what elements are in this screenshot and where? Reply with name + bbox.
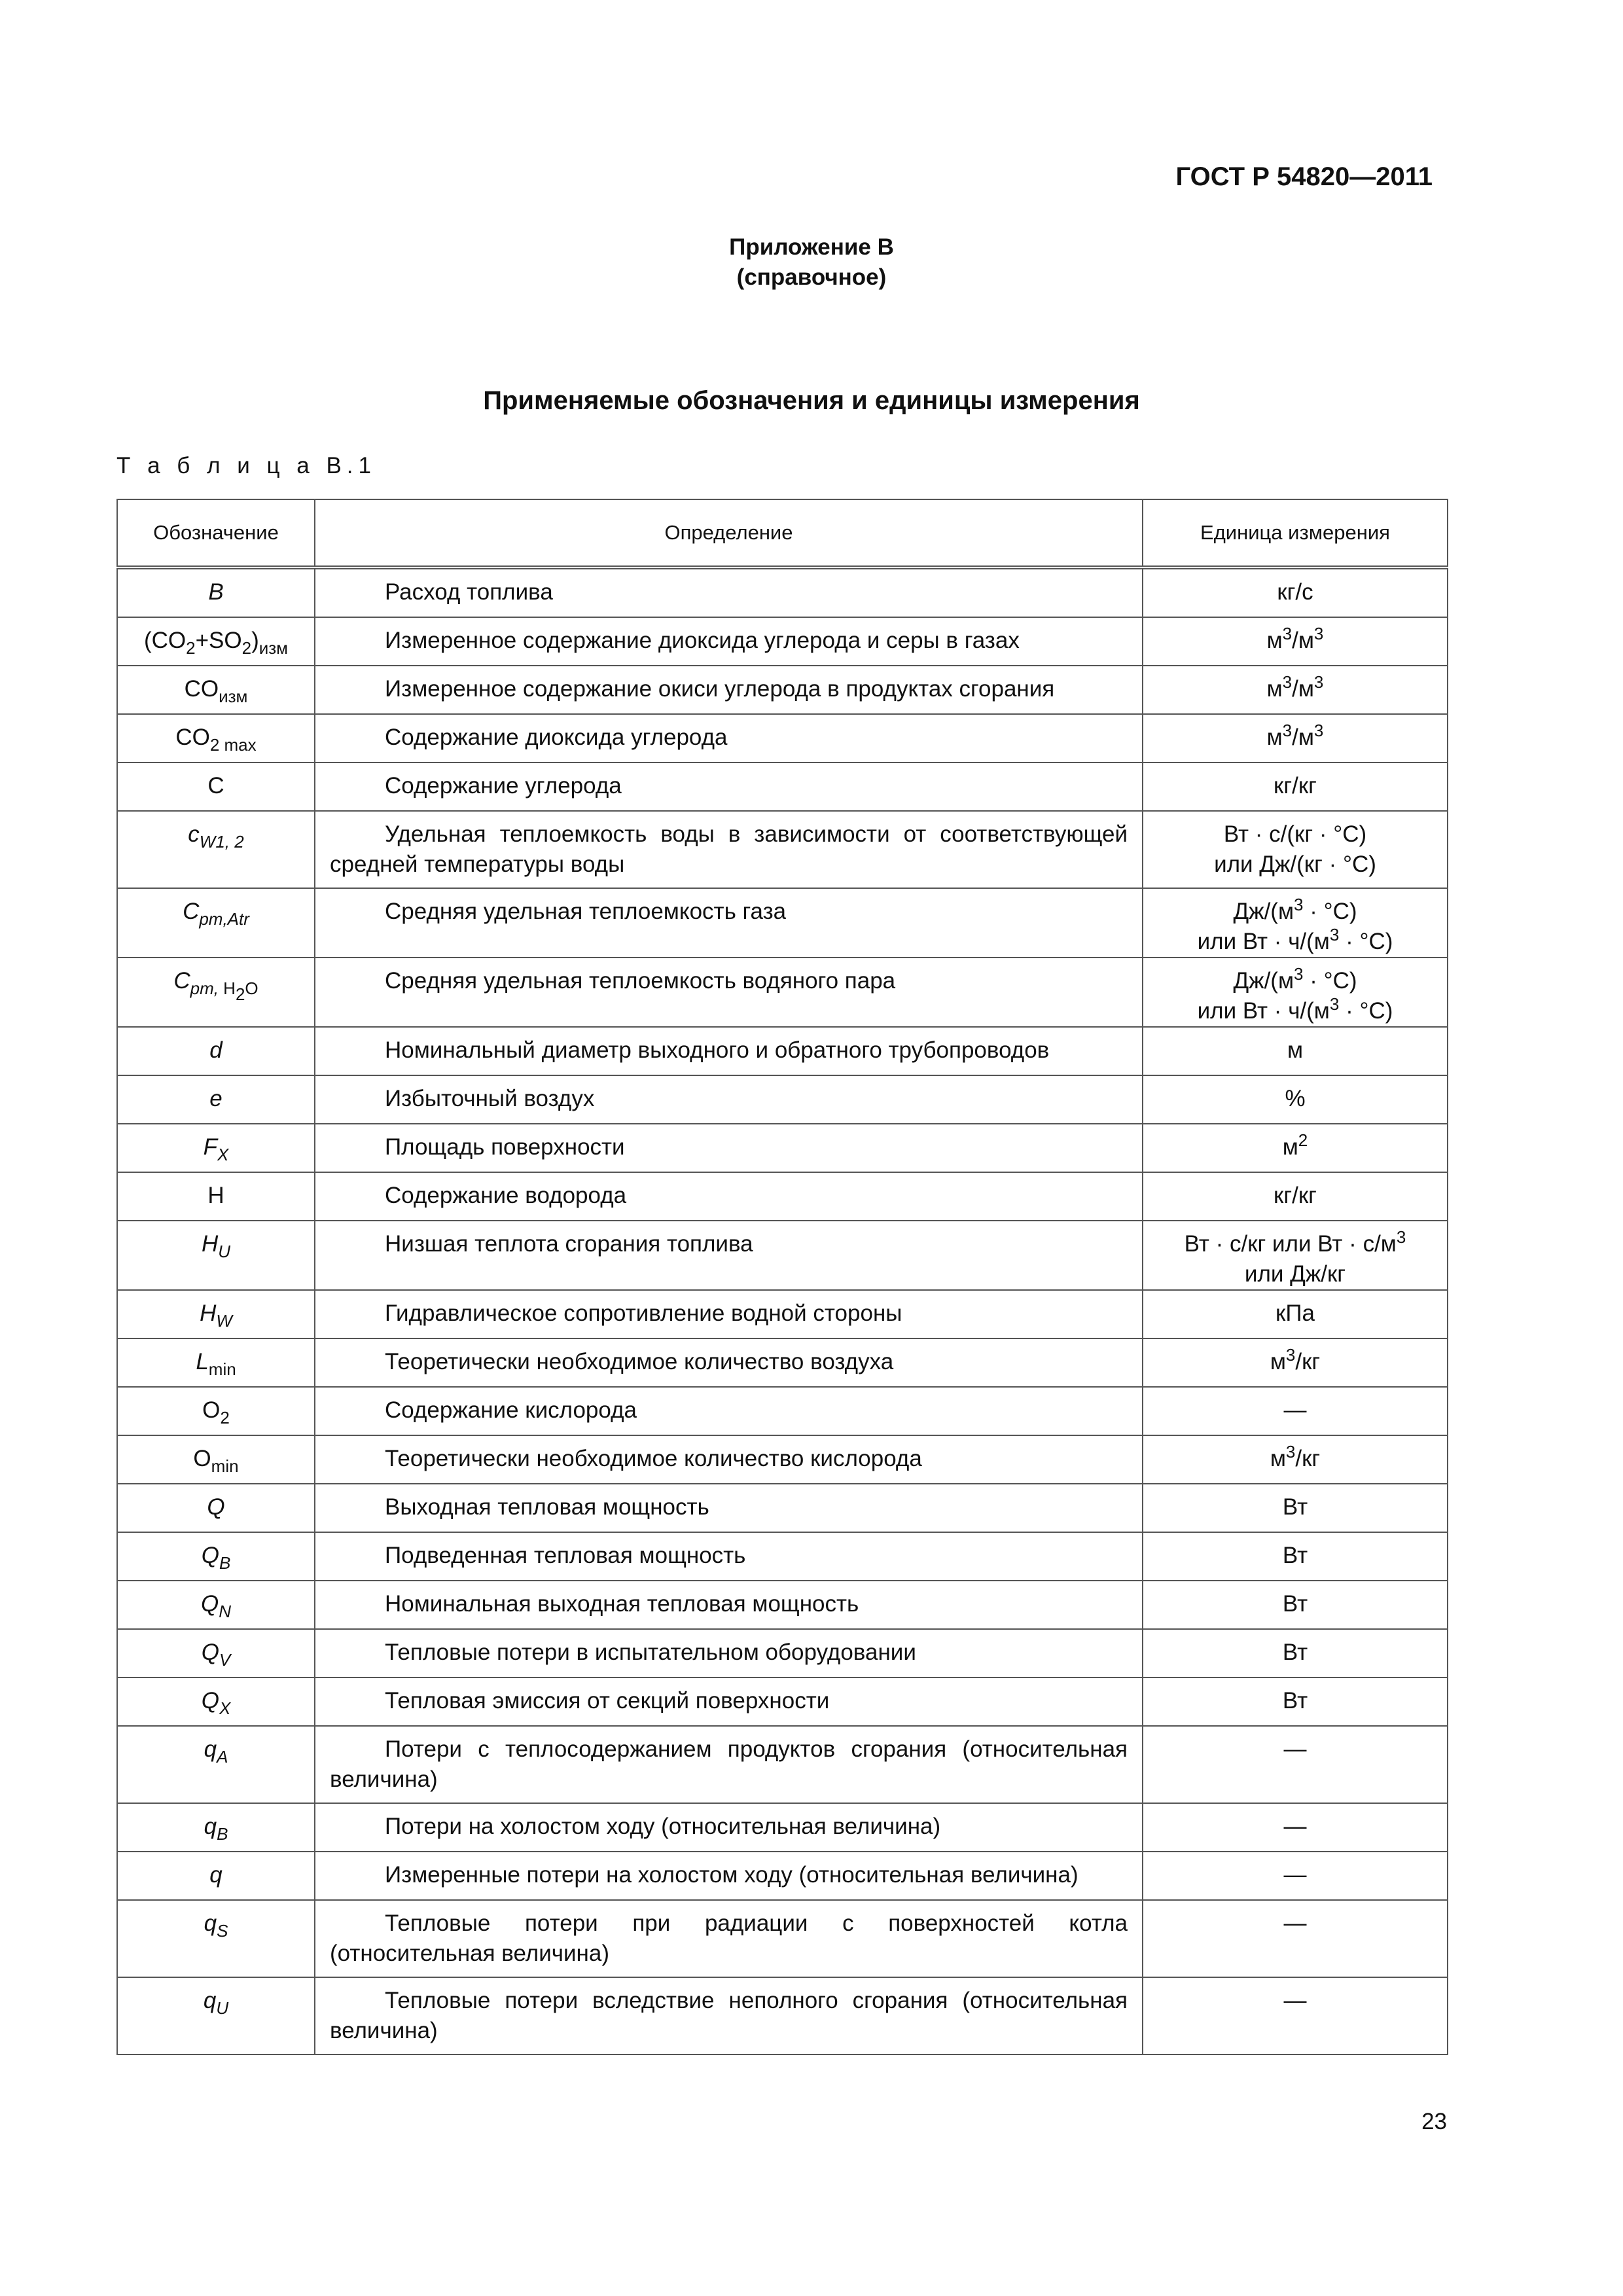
definition-cell: Тепловая эмиссия от секций поверхности [315,1677,1143,1726]
definition-cell: Потери с теплосодержанием продуктов сгорания (относительная величина) [315,1726,1143,1803]
unit-cell: Вт [1143,1484,1448,1532]
symbol-cell: $q_S$ [117,1900,315,1977]
designations-table [116,499,1448,2055]
table-row [117,1124,1448,1172]
unit-cell: кг/кг [1143,1172,1448,1221]
definition-cell: Площадь поверхности [315,1124,1143,1172]
definition-cell: Избыточный воздух [315,1075,1143,1124]
table-row [117,1027,1448,1075]
definition-cell: Низшая теплота сгорания топлива [315,1221,1143,1290]
symbol-cell: H [117,1172,315,1221]
symbol-cell: $Q_X$ [117,1677,315,1726]
table-row [117,617,1448,666]
symbol-cell: C [117,762,315,811]
definition-cell: Номинальная выходная тепловая мощность [315,1581,1143,1629]
table-row [117,1172,1448,1221]
definition-cell: Тепловые потери вследствие неполного сгорания (относительная величина) [315,1977,1143,2054]
definition-cell: Теоретически необходимое количество кислорода [315,1435,1143,1484]
unit-cell: — [1143,1900,1448,1977]
unit-cell: % [1143,1075,1448,1124]
table-row [117,1852,1448,1900]
table-caption: Т а б л и ц а В.1 [116,453,376,478]
definition-cell: Удельная теплоемкость воды в зависимости от соответствующей средней температуры воды [315,811,1143,888]
symbol-cell: $Q_N$ [117,1581,315,1629]
definition-cell: Средняя удельная теплоемкость газа [315,888,1143,958]
table-row [117,888,1448,958]
symbol-cell: $q_U$ [117,1977,315,2054]
definition-cell: Измеренное содержание окиси углерода в продуктах сгорания [315,666,1143,714]
unit-cell: $м^2$ [1143,1124,1448,1172]
unit-cell: $м^3/м^3$ [1143,714,1448,762]
table-row [117,1338,1448,1387]
annex-heading [0,232,1623,293]
definition-cell: Тепловые потери при радиации с поверхностей котла (относительная величина) [315,1900,1143,1977]
unit-cell: кПа [1143,1290,1448,1338]
table-row [117,1484,1448,1532]
symbol-cell: $F_X$ [117,1124,315,1172]
unit-cell: Вт [1143,1629,1448,1677]
symbol-cell: $q_B$ [117,1803,315,1852]
page-number: 23 [1421,2109,1447,2134]
table-row [117,1677,1448,1726]
table-row [117,714,1448,762]
symbol-cell: $O_2$ [117,1387,315,1435]
definition-cell: Содержание кислорода [315,1387,1143,1435]
definition-cell: Содержание водорода [315,1172,1143,1221]
definition-cell: Содержание углерода [315,762,1143,811]
unit-cell: $м^3/м^3$ [1143,666,1448,714]
table-row [117,666,1448,714]
definition-cell: Измеренные потери на холостом ходу (относительная величина) [315,1852,1143,1900]
symbol-cell: $c_{W1, 2}$ [117,811,315,888]
table-row [117,1900,1448,1977]
unit-cell: кг/с [1143,567,1448,617]
symbol-cell: $(CO_2+SO_2)_{изм}$ [117,617,315,666]
unit-cell: — [1143,1977,1448,2054]
unit-cell: $Дж/(м^3 \cdot ^\circ С)$ или Вт · $ч/(м^3 \cdot ^\circ С)$ [1143,888,1448,958]
definition-cell: Средняя удельная теплоемкость водяного пара [315,958,1143,1027]
unit-cell: $Дж/(м^3 \cdot ^\circ С)$ или Вт · $ч/(м^3 \cdot ^\circ С)$ [1143,958,1448,1027]
table-row [117,762,1448,811]
column-header-symbol: Обозначение [117,499,315,567]
table-row [117,958,1448,1027]
symbol-cell: $H_W$ [117,1290,315,1338]
symbol-cell: $CO_{изм}$ [117,666,315,714]
definition-cell: Теоретически необходимое количество воздуха [315,1338,1143,1387]
unit-cell: $м^3/кг$ [1143,1338,1448,1387]
symbol-cell: $Q_V$ [117,1629,315,1677]
table-row [117,1387,1448,1435]
symbol-cell: $C_{pm, H_2O}$ [117,958,315,1027]
symbol-cell: $H_U$ [117,1221,315,1290]
annex-note: (справочное) [736,264,887,290]
table-row [117,1435,1448,1484]
definition-cell: Потери на холостом ходу (относительная величина) [315,1803,1143,1852]
unit-cell: — [1143,1387,1448,1435]
unit-cell: — [1143,1852,1448,1900]
table-row [117,1075,1448,1124]
table-row [117,1726,1448,1803]
symbol-cell: e [117,1075,315,1124]
table-row [117,1977,1448,2054]
column-header-definition: Определение [315,499,1143,567]
definition-cell: Гидравлическое сопротивление водной стороны [315,1290,1143,1338]
symbol-cell: $O_{min}$ [117,1435,315,1484]
symbol-cell: B [117,567,315,617]
unit-cell: кг/кг [1143,762,1448,811]
table-row [117,1629,1448,1677]
definition-cell: Расход топлива [315,567,1143,617]
table-row [117,1290,1448,1338]
unit-cell: м [1143,1027,1448,1075]
symbol-cell: $L_{min}$ [117,1338,315,1387]
definition-cell: Номинальный диаметр выходного и обратного трубопроводов [315,1027,1143,1075]
unit-cell: $м^3/кг$ [1143,1435,1448,1484]
table-row [117,567,1448,617]
symbol-cell: $Q_B$ [117,1532,315,1581]
definition-cell: Выходная тепловая мощность [315,1484,1143,1532]
table-header-row [117,499,1448,567]
definition-cell: Содержание диоксида углерода [315,714,1143,762]
unit-cell: Вт · с/кг или Вт · $с/м^3$ или Дж/кг [1143,1221,1448,1290]
table-row [117,1581,1448,1629]
definition-cell: Подведенная тепловая мощность [315,1532,1143,1581]
unit-cell: Вт · с/(кг · °С) или Дж/(кг · °С) [1143,811,1448,888]
unit-cell: Вт [1143,1532,1448,1581]
definition-cell: Тепловые потери в испытательном оборудовании [315,1629,1143,1677]
section-title: Применяемые обозначения и единицы измерения [483,386,1140,415]
table-row [117,1221,1448,1290]
unit-cell: — [1143,1803,1448,1852]
symbol-cell: $C_{pm,Atr}$ [117,888,315,958]
definition-cell: Измеренное содержание диоксида углерода и серы в газах [315,617,1143,666]
symbol-cell: $CO_{2 max}$ [117,714,315,762]
unit-cell: $м^3/м^3$ [1143,617,1448,666]
symbol-cell: Q [117,1484,315,1532]
table-row [117,811,1448,888]
symbol-cell: $q_A$ [117,1726,315,1803]
unit-cell: Вт [1143,1581,1448,1629]
unit-cell: — [1143,1726,1448,1803]
annex-title: Приложение В [729,234,894,260]
table-row [117,1532,1448,1581]
standard-designation: ГОСТ Р 54820—2011 [1175,162,1433,191]
column-header-unit: Единица измерения [1143,499,1448,567]
symbol-cell: q [117,1852,315,1900]
symbol-cell: d [117,1027,315,1075]
table-row [117,1803,1448,1852]
unit-cell: Вт [1143,1677,1448,1726]
